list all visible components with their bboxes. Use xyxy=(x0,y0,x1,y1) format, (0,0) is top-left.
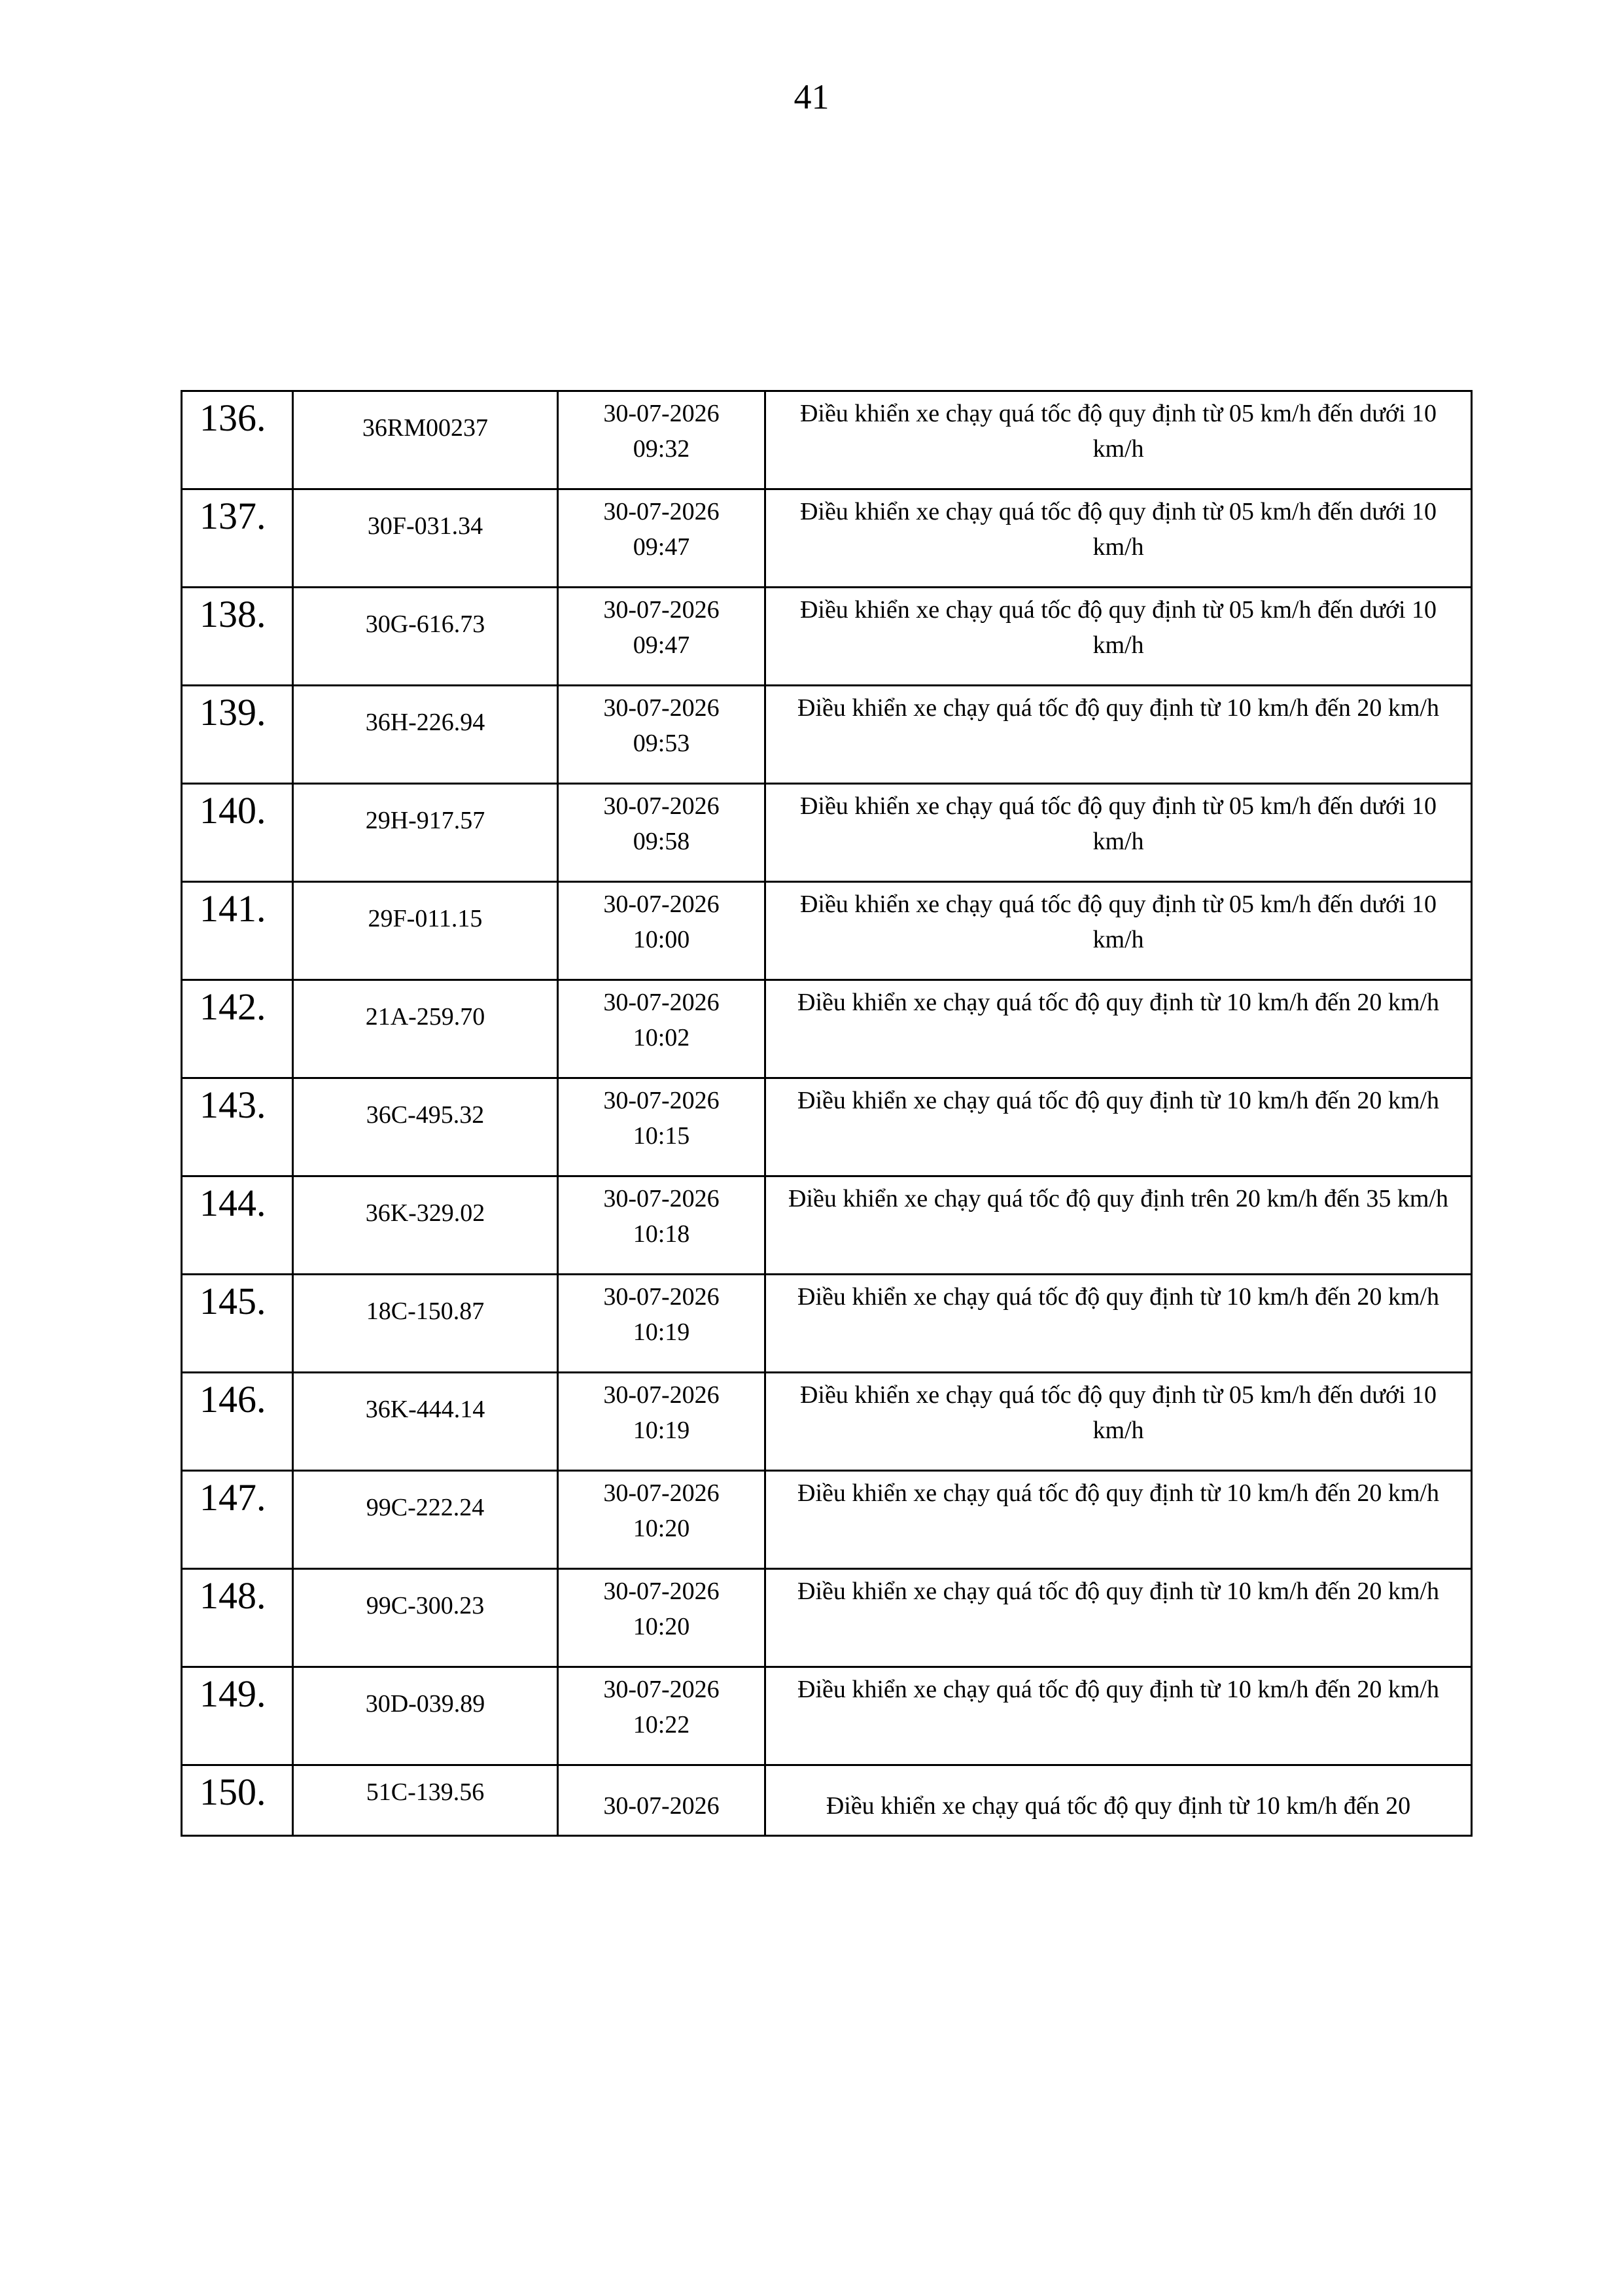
violation-description: Điều khiển xe chạy quá tốc độ quy định từ 10 km/h đến 20 km/h xyxy=(797,1283,1439,1311)
datetime-cell xyxy=(558,1373,765,1471)
row-index-cell xyxy=(182,1373,293,1471)
violation-description: Điều khiển xe chạy quá tốc độ quy định từ 05 km/h đến dưới 10 km/h xyxy=(799,792,1437,855)
violation-description: Điều khiển xe chạy quá tốc độ quy định từ 05 km/h đến dưới 10 km/h xyxy=(799,1381,1437,1444)
row-index: 150. xyxy=(200,1771,266,1813)
row-index: 140. xyxy=(200,789,266,832)
plate-cell xyxy=(293,1667,558,1765)
row-index: 137. xyxy=(200,495,266,537)
violation-description: Điều khiển xe chạy quá tốc độ quy định từ 05 km/h đến dưới 10 km/h xyxy=(799,891,1437,953)
violation-cell xyxy=(765,1275,1472,1373)
violation-cell xyxy=(765,1373,1472,1471)
datetime-cell xyxy=(558,980,765,1078)
row-index-cell xyxy=(182,882,293,980)
violation-time: 09:58 xyxy=(633,828,690,855)
violation-date: 30-07-2026 xyxy=(603,694,720,722)
row-index: 139. xyxy=(200,691,266,733)
license-plate: 99C-222.24 xyxy=(366,1494,485,1521)
row-index-cell xyxy=(182,1078,293,1176)
violation-cell xyxy=(765,882,1472,980)
row-index: 147. xyxy=(200,1476,266,1519)
violation-date: 30-07-2026 xyxy=(603,1578,720,1605)
license-plate: 29F-011.15 xyxy=(368,905,483,932)
violation-description: Điều khiển xe chạy quá tốc độ quy định từ 10 km/h đến 20 xyxy=(826,1792,1411,1820)
datetime-cell xyxy=(558,1275,765,1373)
license-plate: 36C-495.32 xyxy=(366,1101,485,1129)
violation-time: 10:00 xyxy=(633,926,690,953)
row-index: 146. xyxy=(200,1378,266,1421)
row-index-cell xyxy=(182,784,293,882)
violations-table-body xyxy=(182,391,1472,1836)
violation-time: 09:32 xyxy=(633,435,690,463)
plate-cell xyxy=(293,391,558,489)
row-index-cell xyxy=(182,391,293,489)
license-plate: 29H-917.57 xyxy=(365,807,485,834)
datetime-cell xyxy=(558,1176,765,1275)
license-plate: 36RM00237 xyxy=(362,414,489,442)
datetime-cell xyxy=(558,489,765,588)
violation-cell xyxy=(765,1176,1472,1275)
violation-time: 10:15 xyxy=(633,1122,690,1150)
row-index: 143. xyxy=(200,1084,266,1126)
plate-cell xyxy=(293,1373,558,1471)
row-index-cell xyxy=(182,1176,293,1275)
license-plate: 36H-226.94 xyxy=(365,709,485,736)
violation-date: 30-07-2026 xyxy=(603,792,720,820)
plate-cell xyxy=(293,489,558,588)
violation-time: 09:47 xyxy=(633,631,690,659)
license-plate: 99C-300.23 xyxy=(366,1592,485,1619)
violation-cell xyxy=(765,588,1472,686)
datetime-cell xyxy=(558,1471,765,1569)
row-index-cell xyxy=(182,588,293,686)
row-index: 141. xyxy=(200,887,266,930)
row-index-cell xyxy=(182,1667,293,1765)
plate-cell xyxy=(293,1275,558,1373)
datetime-cell xyxy=(558,1569,765,1667)
datetime-cell xyxy=(558,1667,765,1765)
violation-date: 30-07-2026 xyxy=(603,1792,720,1820)
plate-cell xyxy=(293,882,558,980)
plate-cell xyxy=(293,1569,558,1667)
violation-cell xyxy=(765,980,1472,1078)
violation-cell xyxy=(765,489,1472,588)
violation-date: 30-07-2026 xyxy=(603,1087,720,1114)
row-index-cell xyxy=(182,1471,293,1569)
license-plate: 36K-444.14 xyxy=(365,1396,485,1423)
license-plate: 30D-039.89 xyxy=(365,1690,485,1718)
violation-time: 10:22 xyxy=(633,1711,690,1739)
violation-cell xyxy=(765,1765,1472,1836)
datetime-cell xyxy=(558,1078,765,1176)
violation-cell xyxy=(765,1569,1472,1667)
plate-cell xyxy=(293,1176,558,1275)
violations-table xyxy=(181,390,1473,1837)
violation-cell xyxy=(765,1667,1472,1765)
violation-time: 10:18 xyxy=(633,1220,690,1248)
violation-time: 09:47 xyxy=(633,533,690,561)
violation-description: Điều khiển xe chạy quá tốc độ quy định từ 10 km/h đến 20 km/h xyxy=(797,694,1439,722)
violation-cell xyxy=(765,1471,1472,1569)
violation-cell xyxy=(765,784,1472,882)
violation-cell xyxy=(765,1078,1472,1176)
datetime-cell xyxy=(558,686,765,784)
violation-description: Điều khiển xe chạy quá tốc độ quy định từ 10 km/h đến 20 km/h xyxy=(797,1676,1439,1703)
plate-cell xyxy=(293,588,558,686)
violation-description: Điều khiển xe chạy quá tốc độ quy định từ 10 km/h đến 20 km/h xyxy=(797,1479,1439,1507)
violation-date: 30-07-2026 xyxy=(603,989,720,1016)
row-index: 148. xyxy=(200,1574,266,1617)
license-plate: 21A-259.70 xyxy=(365,1003,485,1031)
datetime-cell xyxy=(558,391,765,489)
plate-cell xyxy=(293,784,558,882)
datetime-cell xyxy=(558,784,765,882)
violation-time: 10:20 xyxy=(633,1515,690,1542)
violation-description: Điều khiển xe chạy quá tốc độ quy định trên 20 km/h đến 35 km/h xyxy=(788,1185,1448,1212)
violation-time: 10:20 xyxy=(633,1613,690,1640)
violation-description: Điều khiển xe chạy quá tốc độ quy định từ 10 km/h đến 20 km/h xyxy=(797,1087,1439,1114)
violation-description: Điều khiển xe chạy quá tốc độ quy định từ 05 km/h đến dưới 10 km/h xyxy=(799,498,1437,561)
violation-description: Điều khiển xe chạy quá tốc độ quy định từ 10 km/h đến 20 km/h xyxy=(797,1578,1439,1605)
row-index: 136. xyxy=(200,397,266,439)
row-index-cell xyxy=(182,489,293,588)
license-plate: 30F-031.34 xyxy=(367,512,483,540)
plate-cell xyxy=(293,1471,558,1569)
datetime-cell xyxy=(558,1765,765,1836)
row-index: 138. xyxy=(200,593,266,635)
violation-date: 30-07-2026 xyxy=(603,1185,720,1212)
violation-date: 30-07-2026 xyxy=(603,596,720,624)
violation-time: 10:19 xyxy=(633,1417,690,1444)
plate-cell xyxy=(293,1078,558,1176)
row-index: 142. xyxy=(200,985,266,1028)
row-index-cell xyxy=(182,1569,293,1667)
row-index-cell xyxy=(182,980,293,1078)
row-index-cell xyxy=(182,686,293,784)
datetime-cell xyxy=(558,588,765,686)
violation-date: 30-07-2026 xyxy=(603,1479,720,1507)
license-plate: 30G-616.73 xyxy=(365,610,485,638)
violation-description: Điều khiển xe chạy quá tốc độ quy định từ 05 km/h đến dưới 10 km/h xyxy=(799,400,1437,463)
row-index: 144. xyxy=(200,1182,266,1224)
row-index: 149. xyxy=(200,1672,266,1715)
violation-time: 09:53 xyxy=(633,730,690,757)
row-index-cell xyxy=(182,1275,293,1373)
license-plate: 36K-329.02 xyxy=(365,1199,485,1227)
violation-date: 30-07-2026 xyxy=(603,1283,720,1311)
violation-description: Điều khiển xe chạy quá tốc độ quy định từ 10 km/h đến 20 km/h xyxy=(797,989,1439,1016)
violation-date: 30-07-2026 xyxy=(603,498,720,525)
license-plate: 18C-150.87 xyxy=(366,1298,485,1325)
page-number: 41 xyxy=(794,77,829,116)
violation-description: Điều khiển xe chạy quá tốc độ quy định từ 05 km/h đến dưới 10 km/h xyxy=(799,596,1437,659)
plate-cell xyxy=(293,1765,558,1836)
violation-cell xyxy=(765,391,1472,489)
license-plate: 51C-139.56 xyxy=(366,1778,485,1806)
plate-cell xyxy=(293,980,558,1078)
violation-cell xyxy=(765,686,1472,784)
violation-time: 10:02 xyxy=(633,1024,690,1051)
datetime-cell xyxy=(558,882,765,980)
violation-date: 30-07-2026 xyxy=(603,1676,720,1703)
row-index-cell xyxy=(182,1765,293,1836)
violation-date: 30-07-2026 xyxy=(603,400,720,427)
row-index: 145. xyxy=(200,1280,266,1322)
plate-cell xyxy=(293,686,558,784)
violation-date: 30-07-2026 xyxy=(603,891,720,918)
violation-time: 10:19 xyxy=(633,1318,690,1346)
violation-date: 30-07-2026 xyxy=(603,1381,720,1409)
